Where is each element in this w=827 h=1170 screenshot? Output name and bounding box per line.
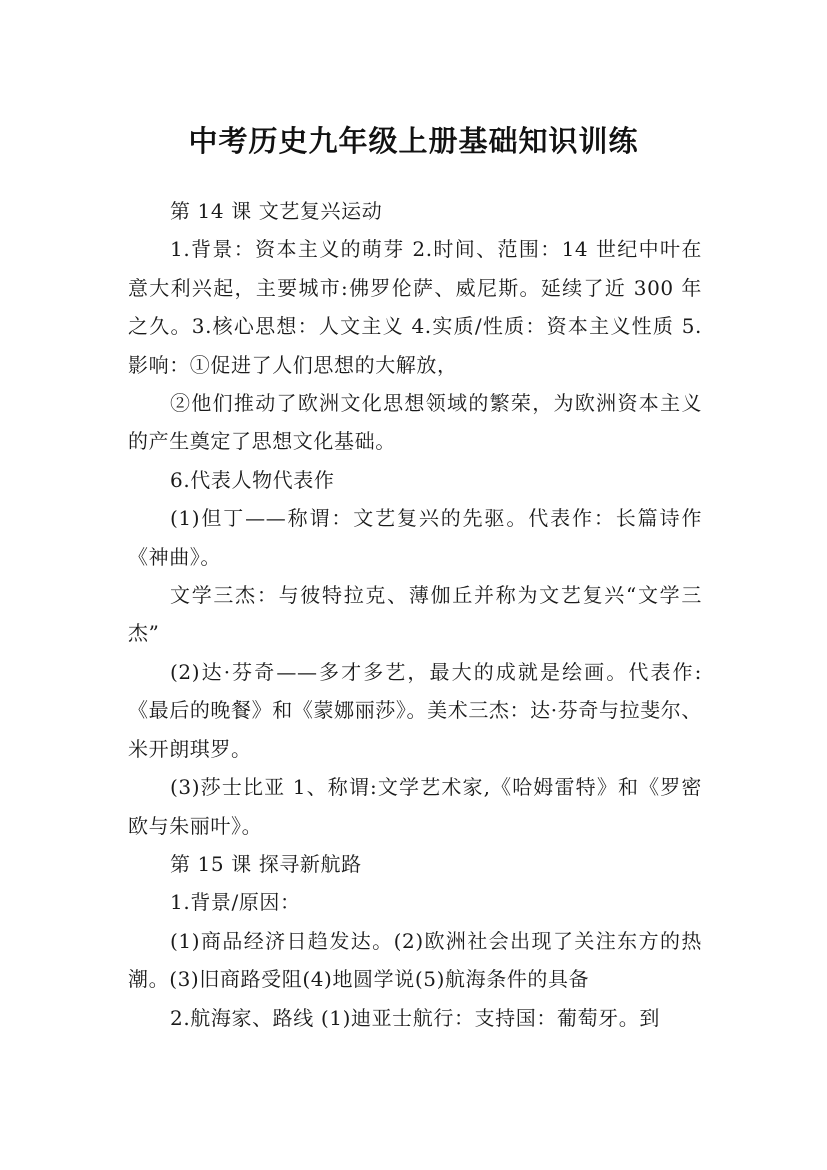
paragraph: (1)商品经济日趋发达。(2)欧洲社会出现了关注东方的热潮。(3)旧商路受阻(4)地圆学说(5)航海条件的具备 bbox=[128, 928, 702, 992]
paragraph: 1.背景/原因： bbox=[170, 890, 301, 915]
paragraph: 文学三杰：与彼特拉克、薄伽丘并称为文艺复兴“文学三杰” bbox=[128, 583, 702, 646]
paragraph: 1.背景：资本主义的萌芽 2.时间、范围：14 世纪中叶在意大利兴起，主要城市:佛罗伦萨、威尼斯。延续了近 300 年之久。3.核心思想：人文主义 4.实质/性质：资本主义性质 5.影响：①促进了人们思想的大解放， bbox=[128, 237, 702, 377]
paragraph: 2.航海家、路线 (1)迪亚士航行：支持国：葡萄牙。到 bbox=[170, 1005, 660, 1030]
paragraph: (3)莎士比亚 1、称谓:文学艺术家,《哈姆雷特》和《罗密欧与朱丽叶》。 bbox=[128, 775, 702, 838]
paragraph: ②他们推动了欧洲文化思想领域的繁荣，为欧洲资本主义的产生奠定了思想文化基础。 bbox=[128, 391, 702, 454]
paragraph: 6.代表人物代表作 bbox=[170, 467, 335, 492]
document-title: 中考历史九年级上册基础知识训练 bbox=[188, 124, 639, 159]
lesson-15-heading: 第 15 课 探寻新航路 bbox=[170, 851, 362, 876]
lesson-14-heading: 第 14 课 文艺复兴运动 bbox=[170, 199, 383, 223]
document-body bbox=[128, 192, 702, 1037]
paragraph: (1)但丁——称谓：文艺复兴的先驱。代表作：长篇诗作《神曲》。 bbox=[128, 506, 702, 569]
paragraph: (2)达·芬奇——多才多艺，最大的成就是绘画。代表作:《最后的晚餐》和《蒙娜丽莎》。美术三杰：达·芬奇与拉斐尔、米开朗琪罗。 bbox=[128, 659, 702, 761]
